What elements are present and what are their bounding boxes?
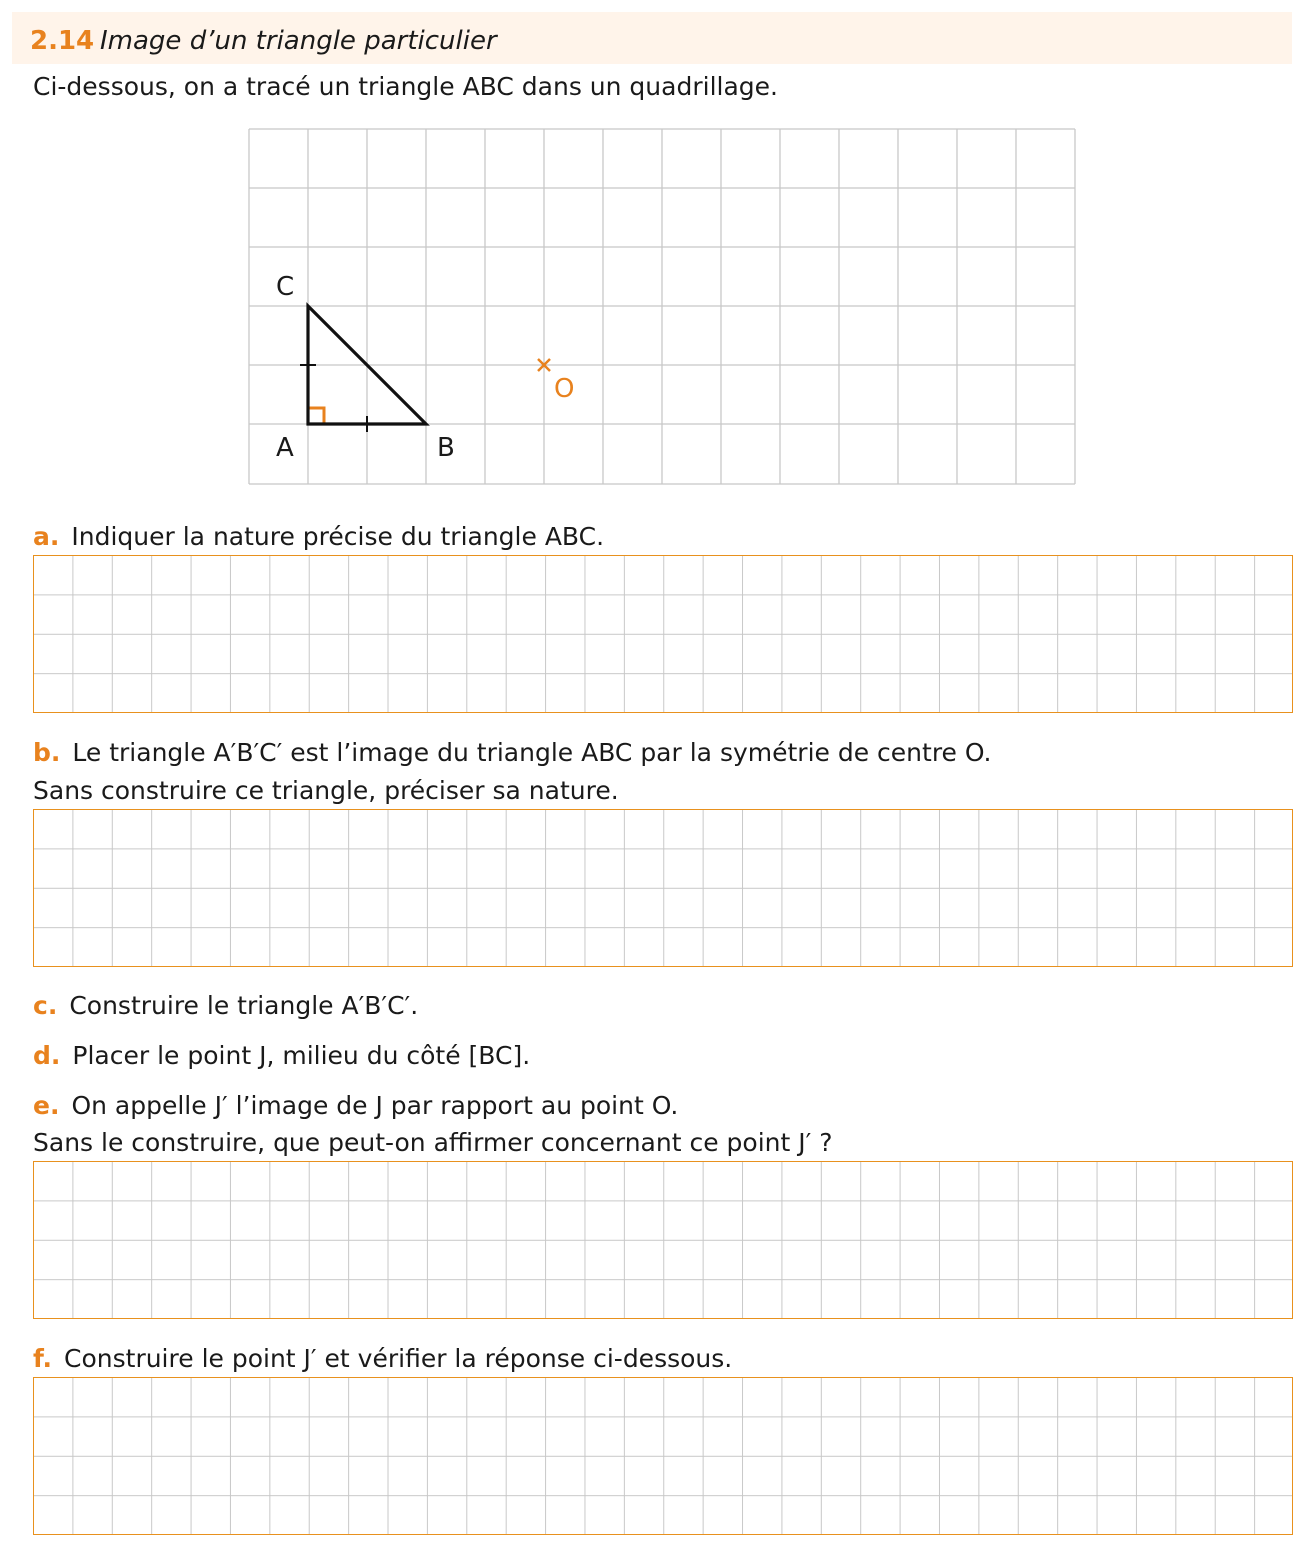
- label-o: O: [554, 374, 575, 404]
- exercise-number: 2.14: [30, 26, 95, 56]
- answer-box-e[interactable]: [33, 1161, 1293, 1319]
- question-d-text: Placer le point J, milieu du côté [BC].: [72, 1041, 531, 1070]
- question-c-label: c.: [33, 991, 58, 1020]
- question-b: [33, 738, 992, 767]
- exercise-header: [12, 12, 1292, 64]
- question-e: [33, 1091, 678, 1120]
- question-e-text-1: On appelle J′ l’image de J par rapport au point O.: [71, 1091, 679, 1120]
- label-c: C: [276, 272, 295, 302]
- grid-lines: [249, 129, 1075, 484]
- label-b: B: [437, 433, 455, 463]
- question-d: [33, 1041, 530, 1070]
- question-f-label: f.: [33, 1344, 53, 1373]
- label-a: A: [276, 433, 294, 463]
- question-a-label: a.: [33, 522, 60, 551]
- question-c-text: Construire le triangle A′B′C′.: [69, 991, 419, 1020]
- exercise-title: Image d’un triangle particulier: [100, 26, 497, 56]
- right-angle-marker: [308, 408, 324, 424]
- question-a: [33, 522, 604, 551]
- question-b-text-2: Sans construire ce triangle, préciser sa nature.: [33, 776, 619, 805]
- question-f: [33, 1344, 732, 1373]
- figure-grid: [240, 120, 1090, 495]
- question-a-text: Indiquer la nature précise du triangle ABC.: [71, 522, 605, 551]
- question-e-label: e.: [33, 1091, 60, 1120]
- triangle-figure: [240, 120, 1090, 499]
- answer-box-a[interactable]: [33, 555, 1293, 713]
- question-d-label: d.: [33, 1041, 61, 1070]
- answer-box-f[interactable]: [33, 1377, 1293, 1535]
- intro-text: Ci-dessous, on a tracé un triangle ABC dans un quadrillage.: [33, 72, 778, 101]
- question-b-label: b.: [33, 738, 61, 767]
- question-e-text-2: Sans le construire, que peut-on affirmer concernant ce point J′ ?: [33, 1128, 833, 1157]
- question-b-text-1: Le triangle A′B′C′ est l’image du triangle ABC par la symétrie de centre O.: [72, 738, 992, 767]
- question-c: [33, 991, 418, 1020]
- question-f-text: Construire le point J′ et vérifier la réponse ci-dessous.: [64, 1344, 733, 1373]
- answer-box-b[interactable]: [33, 809, 1293, 967]
